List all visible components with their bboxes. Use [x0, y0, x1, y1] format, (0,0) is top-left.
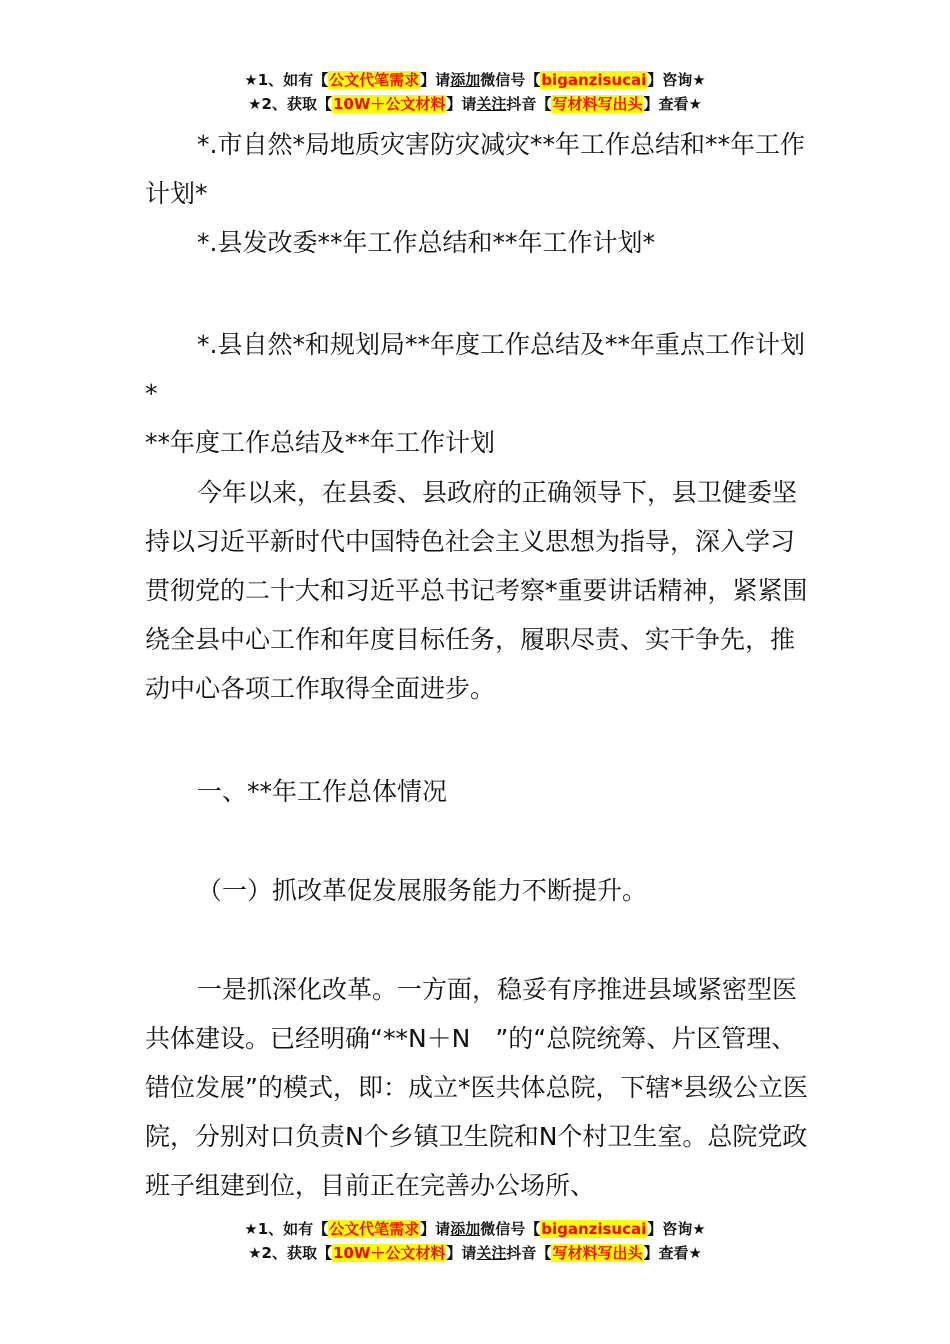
highlight-materials: 10W＋公文材料 — [332, 95, 446, 113]
header-banner — [0, 68, 950, 116]
highlight-materials: 10W＋公文材料 — [332, 1244, 446, 1262]
highlight-douyin: 写材料写出头 — [552, 1244, 643, 1262]
reform-paragraph: 一是抓深化改革。一方面，稳妥有序推进县域紧密型医共体建设。已经明确“**N＋N ”的“总院统筹、片区管理、错位发展”的模式，即：成立*医共体总院，下辖*县级公立医院，分别对口负责N个乡镇卫生院和N个村卫生室。总院党政班子组建到位，目前正在完善办公场所、 — [145, 975, 808, 1200]
subsection-heading-1: （一）抓改革促发展服务能力不断提升。 — [197, 876, 648, 905]
highlight-service: 公文代笔需求 — [329, 71, 420, 89]
section-heading-1: 一、**年工作总体情况 — [197, 777, 448, 806]
related-item-2: *.县发改委**年工作总结和**年工作计划* — [197, 228, 655, 257]
banner-line-2: ★2、获取【10W＋公文材料】请关注抖音【写材料写出头】查看★ — [248, 95, 702, 113]
banner-line-2: ★2、获取【10W＋公文材料】请关注抖音【写材料写出头】查看★ — [248, 1244, 702, 1262]
banner-line-1: ★1、如有【公文代笔需求】请添加微信号【biganzisucai】咨询★ — [244, 1220, 706, 1238]
footer-banner — [0, 1217, 950, 1265]
related-item-1: *.市自然*局地质灾害防灾减灾**年工作总结和**年工作计划* — [145, 130, 805, 208]
document-title: **年度工作总结及**年工作计划 — [145, 428, 496, 457]
highlight-wechat-id: biganzisucai — [541, 1220, 647, 1238]
banner-line-1: ★1、如有【公文代笔需求】请添加微信号【biganzisucai】咨询★ — [244, 71, 706, 89]
intro-paragraph: 今年以来，在县委、县政府的正确领导下，县卫健委坚持以习近平新时代中国特色社会主义思想为指导，深入学习贯彻党的二十大和习近平总书记考察*重要讲话精神，紧紧围绕全县中心工作和年度目标任务，履职尽责、实干争先，推动中心各项工作取得全面进步。 — [145, 478, 808, 703]
highlight-wechat-id: biganzisucai — [541, 71, 647, 89]
highlight-service: 公文代笔需求 — [329, 1220, 420, 1238]
highlight-douyin: 写材料写出头 — [552, 95, 643, 113]
related-item-3: *.县自然*和规划局**年度工作总结及**年重点工作计划* — [145, 330, 805, 408]
